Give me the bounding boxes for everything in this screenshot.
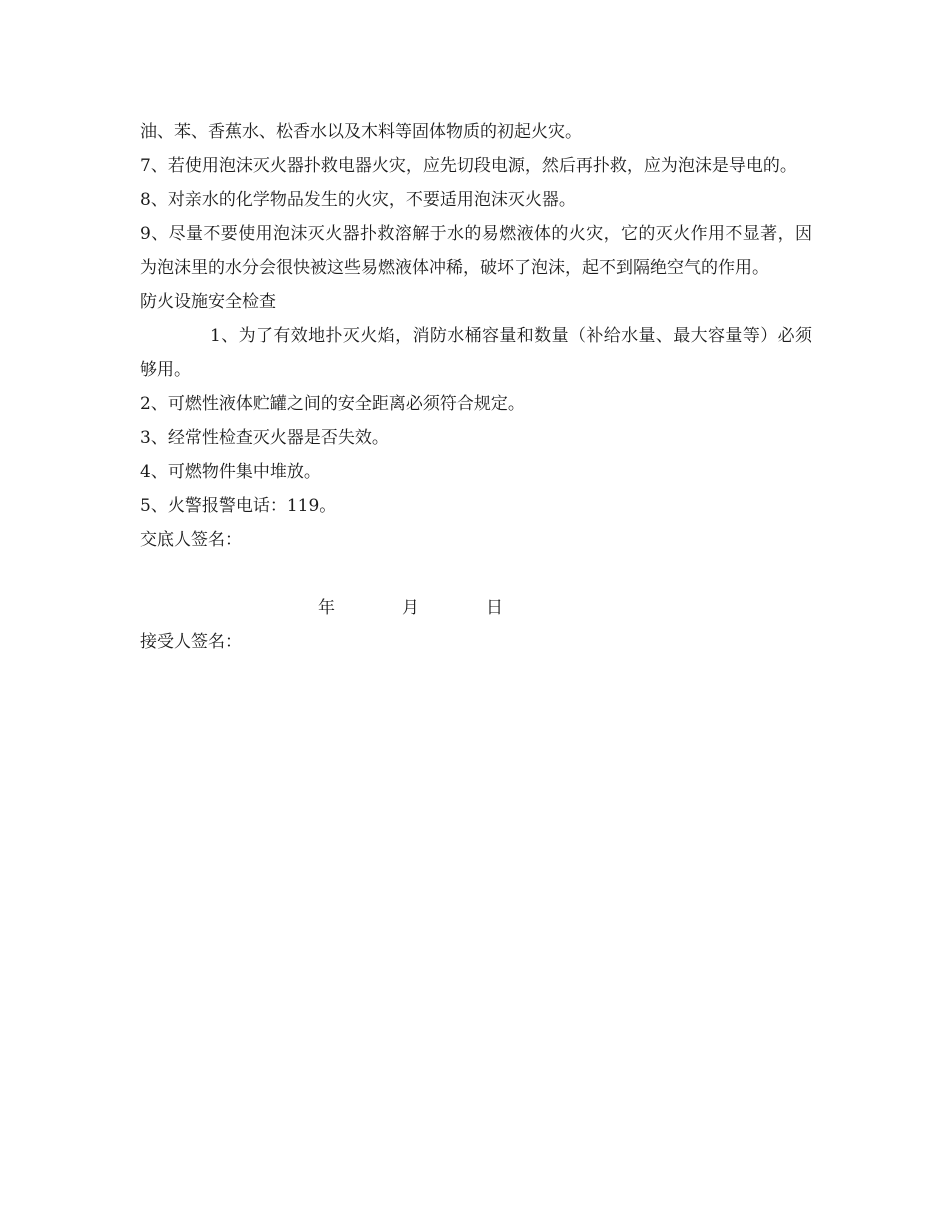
receiver-signature-label: 接受人签名： <box>140 632 242 652</box>
date-year-label: 年 <box>318 598 335 618</box>
date-day-label: 日 <box>486 598 503 618</box>
paragraph-item-8: 8、对亲水的化学物品发生的火灾，不要适用泡沫灭火器。 <box>140 190 576 210</box>
paragraph-item-9: 9、尽量不要使用泡沫灭火器扑救溶解于水的易燃液体的火灾，它的灭火作用不显著，因为泡沫里的水分会很快被这些易燃液体冲稀，破坏了泡沫，起不到隔绝空气的作用。 <box>140 224 812 278</box>
section-title: 防火设施安全检查 <box>140 292 276 312</box>
signature-space <box>140 557 812 591</box>
paragraph-fire-types: 油、苯、香蕉水、松香水以及木料等固体物质的初起火灾。 <box>140 122 582 142</box>
signature-block <box>140 523 812 659</box>
document-body <box>140 115 812 659</box>
discloser-signature-label: 交底人签名： <box>140 530 242 550</box>
date-month-label: 月 <box>402 598 419 618</box>
date-line <box>140 591 812 625</box>
paragraph-item-7: 7、若使用泡沫灭火器扑救电器火灾，应先切段电源，然后再扑救，应为泡沫是导电的。 <box>140 156 797 176</box>
check-item-2: 2、可燃性液体贮罐之间的安全距离必须符合规定。 <box>140 394 525 414</box>
check-item-4: 4、可燃物件集中堆放。 <box>140 462 321 482</box>
check-item-1: 1、为了有效地扑灭火焰，消防水桶容量和数量（补给水量、最大容量等）必须够用。 <box>140 326 812 380</box>
check-item-3: 3、经常性检查灭火器是否失效。 <box>140 428 389 448</box>
check-item-5: 5、火警报警电话：119。 <box>140 496 337 516</box>
